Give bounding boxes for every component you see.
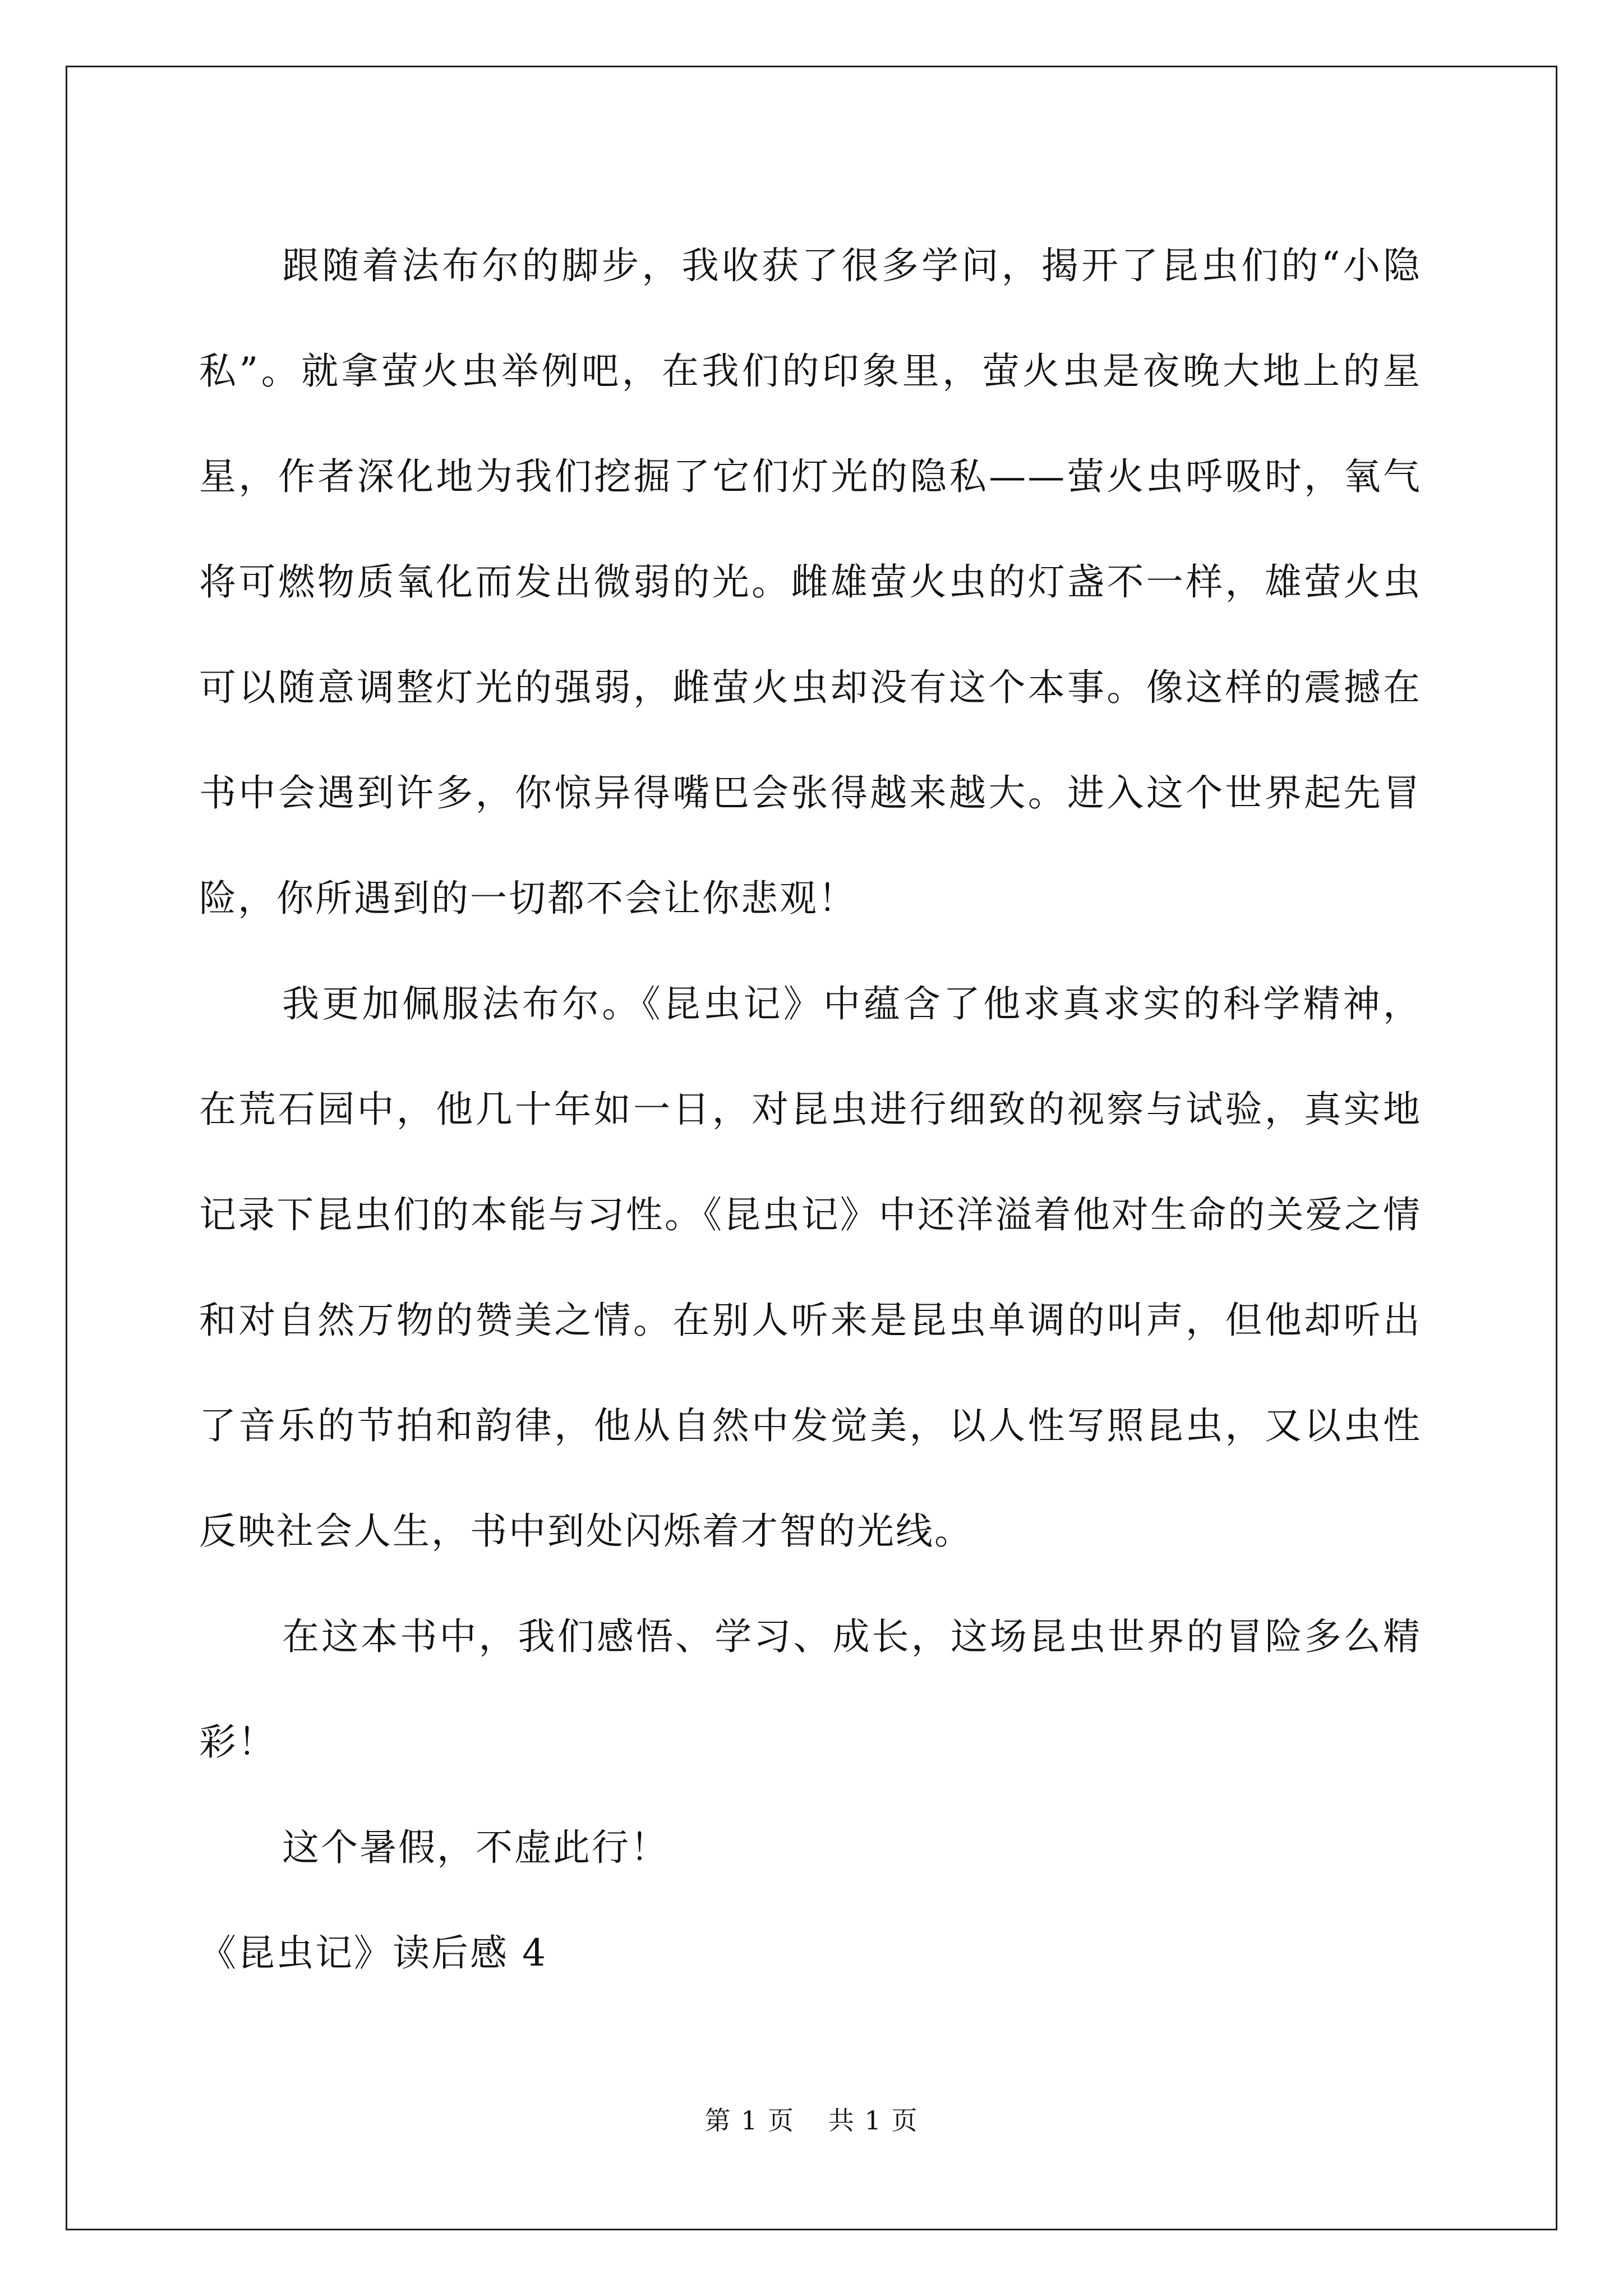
page-footer: [0, 2104, 1623, 2137]
document-body: [199, 213, 1422, 2006]
paragraph-3: 在这本书中，我们感悟、学习、成长，这场昆虫世界的冒险多么精彩！: [199, 1615, 1422, 1764]
section-heading: 《昆虫记》读后感 4: [199, 1931, 547, 1975]
paragraph-1: 跟随着法布尔的脚步，我收获了很多学问，揭开了昆虫们的“小隐私”。就拿萤火虫举例吧，在我们的印象里，萤火虫是夜晚大地上的星星，作者深化地为我们挖掘了它们灯光的隐私——萤火虫呼吸时，氧气将可燃物质氧化而发出微弱的光。雌雄萤火虫的灯盏不一样，雄萤火虫可以随意调整灯光的强弱，雌萤火虫却没有这个本事。像这样的震撼在书中会遇到许多，你惊异得嘴巴会张得越来越大。进入这个世界起先冒险，你所遇到的一切都不会让你悲观！: [199, 244, 1422, 920]
current-page-label: 第 1 页: [704, 2105, 795, 2136]
paragraph-4: 这个暑假，不虚此行！: [282, 1826, 669, 1869]
paragraph-2: 我更加佩服法布尔。《昆虫记》中蕴含了他求真求实的科学精神，在荒石园中，他几十年如一日，对昆虫进行细致的视察与试验，真实地记录下昆虫们的本能与习性。《昆虫记》中还洋溢着他对生命的关爱之情和对自然万物的赞美之情。在别人听来是昆虫单调的叫声，但他却听出了音乐的节拍和韵律，他从自然中发觉美，以人性写照昆虫，又以虫性反映社会人生，书中到处闪烁着才智的光线。: [199, 982, 1422, 1553]
total-pages-label: 共 1 页: [828, 2105, 919, 2136]
